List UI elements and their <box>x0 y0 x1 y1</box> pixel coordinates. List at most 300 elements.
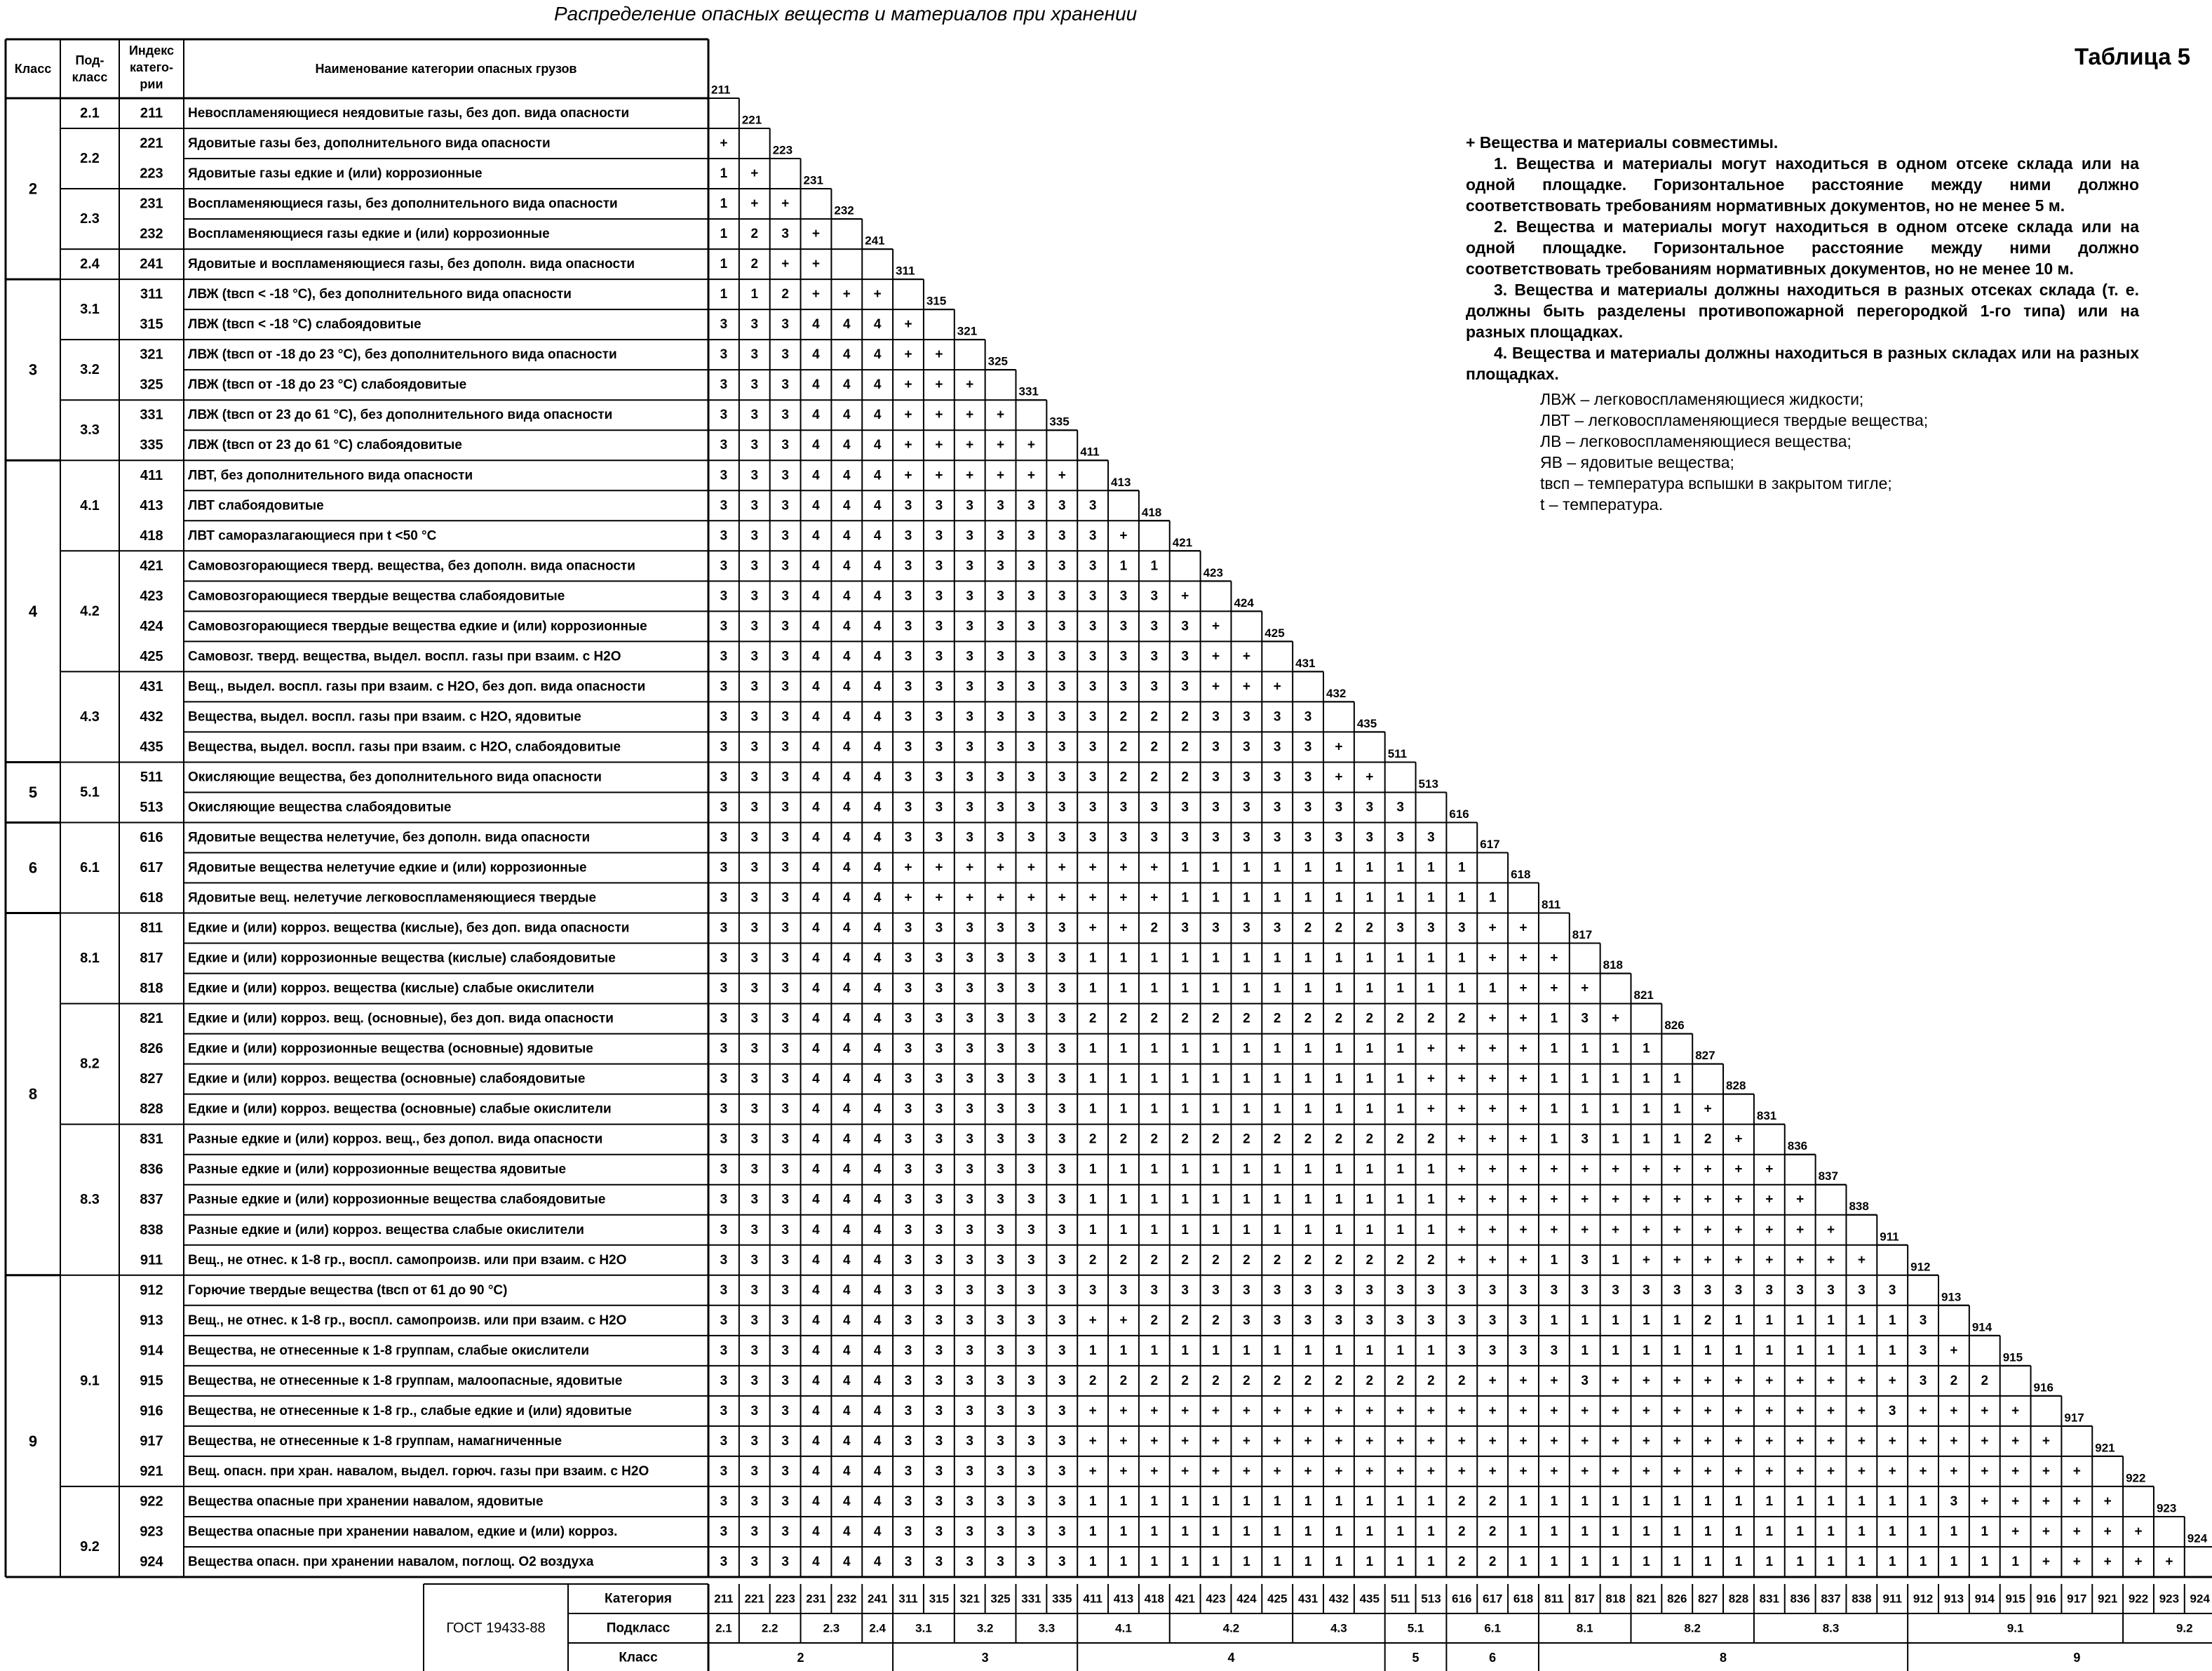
compat-cell: 4 <box>843 920 851 936</box>
compat-cell: 4 <box>873 1011 882 1026</box>
compat-cell: 1 <box>1919 1494 1927 1509</box>
compat-cell: 3 <box>966 1252 974 1268</box>
compat-cell: 3 <box>904 1041 912 1056</box>
compat-cell: 3 <box>935 1433 943 1449</box>
compat-cell: + <box>1919 1433 1927 1449</box>
compat-cell: + <box>1119 1313 1128 1328</box>
compat-cell: 3 <box>1304 709 1312 725</box>
compat-cell: 3 <box>904 981 912 996</box>
compat-cell: + <box>1612 1222 1620 1237</box>
compat-cell: 1 <box>1304 1041 1312 1056</box>
compat-cell: 1 <box>1243 860 1250 875</box>
diagonal-code-label: 423 <box>1203 565 1223 579</box>
header-index: рии <box>140 77 163 91</box>
compat-cell: + <box>1612 1162 1620 1177</box>
compat-cell: 1 <box>1335 860 1343 875</box>
compat-cell: + <box>1119 860 1128 875</box>
compat-cell: + <box>1335 1403 1343 1418</box>
compat-cell: 1 <box>1150 981 1159 996</box>
compat-cell: 1 <box>1243 1554 1250 1569</box>
compat-cell: 3 <box>720 830 728 845</box>
compat-cell: + <box>2042 1494 2051 1509</box>
row-name: Разные едкие и (или) коррозионные вещества ядовитые <box>188 1162 567 1177</box>
compat-cell: 3 <box>1919 1313 1927 1328</box>
compat-cell: 3 <box>1950 1494 1958 1509</box>
compat-cell: + <box>1273 1463 1281 1479</box>
compat-cell: 3 <box>1058 1373 1066 1388</box>
compat-cell: 2 <box>1243 1252 1250 1268</box>
row-name: Горючие твердые вещества (tвсп от 61 до 90 °C) <box>188 1282 508 1298</box>
compat-cell: 3 <box>1150 589 1159 604</box>
compat-cell: 4 <box>843 558 851 574</box>
compat-cell: 4 <box>873 1313 882 1328</box>
compat-cell: 3 <box>750 408 759 423</box>
footer-category-code: 831 <box>1759 1592 1780 1606</box>
legend-item: ЛВ – легковоспламеняющиеся вещества; <box>1540 432 1852 450</box>
compat-cell: 3 <box>720 408 728 423</box>
compat-cell: 1 <box>1858 1313 1866 1328</box>
compat-cell: 3 <box>1058 1313 1066 1328</box>
footer-subclass-value: 8.1 <box>1576 1621 1593 1635</box>
footer-category-code: 413 <box>1113 1592 1134 1606</box>
compat-cell: 3 <box>750 1071 759 1087</box>
compat-cell: 3 <box>1212 709 1220 725</box>
compat-cell: 3 <box>966 830 974 845</box>
compat-cell: + <box>1765 1252 1774 1268</box>
compat-cell: 3 <box>750 498 759 514</box>
diagonal-code-label: 831 <box>1756 1109 1777 1123</box>
compat-cell: 3 <box>966 528 974 544</box>
compat-cell: 1 <box>1458 981 1466 996</box>
compat-cell: 3 <box>781 830 789 845</box>
compat-cell: 3 <box>1027 589 1035 604</box>
compat-cell: 3 <box>1212 1282 1220 1298</box>
compat-cell: 4 <box>843 408 851 423</box>
compat-cell: + <box>997 438 1005 453</box>
compat-cell: 3 <box>997 1101 1004 1117</box>
compat-cell: + <box>1519 1162 1528 1177</box>
row-name: Вещества опасн. при хранении навалом, поглощ. O2 воздуха <box>188 1554 594 1569</box>
class-label: 2 <box>28 180 38 198</box>
compat-cell: 3 <box>1119 589 1128 604</box>
compat-cell: 3 <box>1273 739 1281 755</box>
compat-cell: + <box>1796 1403 1805 1418</box>
compat-cell: 1 <box>1550 1071 1558 1087</box>
compat-cell: + <box>1765 1222 1774 1237</box>
compat-cell: 3 <box>1027 1373 1035 1388</box>
compat-cell: 3 <box>720 1011 728 1026</box>
compat-cell: 3 <box>904 920 912 936</box>
compat-cell: 1 <box>1304 1101 1312 1117</box>
subclass-label: 3.1 <box>80 302 100 318</box>
compat-cell: 4 <box>843 679 851 694</box>
compat-cell: 3 <box>1058 981 1066 996</box>
row-name: ЛВЖ (tвсп от -18 до 23 °C), без дополнительного вида опасности <box>188 347 617 363</box>
diagonal-code-label: 513 <box>1418 777 1438 791</box>
note-2: 2. Вещества и материалы могут находиться в одном отсеке склада или на одной площадке. Горизонтальное расстояние между ними должно соответствовать требованиям нормативных документов, но не менее 10 м. <box>1466 217 2139 278</box>
subclass-label: 2.1 <box>80 105 100 121</box>
compat-cell: 1 <box>1304 981 1312 996</box>
compat-cell: + <box>1304 1403 1312 1418</box>
row-name: Вещества, не отнесенные к 1-8 гр., слабые едкие и (или) ядовитые <box>188 1403 632 1418</box>
compat-cell: 1 <box>1581 1101 1589 1117</box>
compat-cell: 1 <box>720 196 728 212</box>
compat-cell: 1 <box>1643 1343 1650 1358</box>
row-name: Окисляющие вещества слабоядовитые <box>188 800 452 815</box>
compat-cell: 1 <box>1119 1554 1128 1569</box>
compat-cell: + <box>2042 1433 2051 1449</box>
compat-cell: 4 <box>873 1433 882 1449</box>
footer-subclass-value: 3.3 <box>1038 1621 1056 1635</box>
row-name: Едкие и (или) корроз. вещества (кислые), без доп. вида опасности <box>188 920 630 936</box>
compat-cell: 1 <box>1427 1494 1435 1509</box>
compat-cell: 1 <box>1365 951 1374 966</box>
compat-cell: + <box>2042 1554 2051 1569</box>
compat-cell: 3 <box>720 438 728 453</box>
compat-cell: 3 <box>1027 770 1035 785</box>
compat-cell: 3 <box>720 1403 728 1418</box>
compat-cell: 3 <box>750 1222 759 1237</box>
compat-cell: 4 <box>843 498 851 514</box>
compat-cell: 3 <box>1212 800 1220 815</box>
compat-cell: 1 <box>1581 1554 1589 1569</box>
compat-cell: 3 <box>966 1524 974 1539</box>
compat-cell: 3 <box>904 709 912 725</box>
compat-cell: + <box>1673 1403 1681 1418</box>
row-index: 836 <box>140 1162 163 1178</box>
compat-cell: + <box>1273 1433 1281 1449</box>
compat-cell: 3 <box>1027 679 1035 694</box>
row-index: 325 <box>140 377 163 393</box>
footer-subclass-value: 3.2 <box>976 1621 994 1635</box>
compat-cell: 4 <box>812 649 820 664</box>
compat-cell: + <box>1550 1373 1558 1388</box>
compat-cell: + <box>1519 1403 1528 1418</box>
compat-cell: 1 <box>1581 1494 1589 1509</box>
compat-cell: 3 <box>1365 1313 1374 1328</box>
compat-cell: + <box>1457 1101 1466 1117</box>
compat-cell: 3 <box>750 1494 759 1509</box>
compat-cell: + <box>1211 619 1220 634</box>
diagonal-code-label: 425 <box>1265 626 1285 640</box>
compat-cell: 3 <box>904 1373 912 1388</box>
compat-cell: 1 <box>1088 1524 1097 1539</box>
compat-cell: 4 <box>812 1162 820 1177</box>
compat-cell: 1 <box>1550 1132 1558 1147</box>
compat-cell: 1 <box>1427 860 1435 875</box>
compat-cell: + <box>1888 1463 1896 1479</box>
compat-cell: 1 <box>1088 981 1097 996</box>
compat-cell: 3 <box>750 679 759 694</box>
compat-cell: 3 <box>1058 1282 1066 1298</box>
compat-cell: 1 <box>1119 1071 1128 1087</box>
compat-cell: 1 <box>1950 1524 1958 1539</box>
compat-cell: 2 <box>1365 1132 1374 1147</box>
compat-cell: 3 <box>750 649 759 664</box>
compat-cell: + <box>1242 1403 1250 1418</box>
compat-cell: 1 <box>1827 1313 1835 1328</box>
compat-cell: 4 <box>873 649 882 664</box>
compat-cell: 1 <box>1427 1554 1435 1569</box>
compat-cell: 1 <box>1088 1494 1097 1509</box>
compat-cell: 3 <box>997 1403 1004 1418</box>
subclass-label: 9.1 <box>80 1373 100 1389</box>
compat-cell: 3 <box>781 860 789 875</box>
footer-category-code: 511 <box>1390 1592 1410 1606</box>
compat-cell: + <box>1950 1463 1958 1479</box>
compat-cell: 4 <box>843 1041 851 1056</box>
compat-cell: 4 <box>873 1463 882 1479</box>
compat-cell: 1 <box>1243 1071 1250 1087</box>
compat-cell: + <box>750 196 759 212</box>
compat-cell: 3 <box>997 1252 1004 1268</box>
compat-cell: 3 <box>781 317 789 333</box>
compat-cell: 3 <box>1365 800 1374 815</box>
compat-cell: 1 <box>1704 1554 1712 1569</box>
compat-cell: + <box>997 890 1005 906</box>
compat-cell: 4 <box>873 1041 882 1056</box>
compat-cell: 3 <box>1027 1011 1035 1026</box>
compat-cell: 3 <box>781 528 789 544</box>
compat-cell: 1 <box>1643 1313 1650 1328</box>
row-index: 435 <box>140 739 163 755</box>
compat-cell: 4 <box>873 1162 882 1177</box>
compat-cell: 3 <box>1058 1011 1066 1026</box>
compat-cell: 3 <box>966 589 974 604</box>
compat-cell: 4 <box>843 528 851 544</box>
compat-cell: 2 <box>1181 1011 1189 1026</box>
compat-cell: 1 <box>1212 1162 1220 1177</box>
compat-cell: + <box>1365 1433 1374 1449</box>
compat-cell: + <box>1488 1192 1497 1207</box>
compat-cell: 1 <box>1365 1494 1374 1509</box>
compat-cell: + <box>1734 1132 1743 1147</box>
compat-cell: + <box>1612 1433 1620 1449</box>
compat-cell: + <box>1734 1463 1743 1479</box>
compat-cell: 4 <box>812 317 820 333</box>
diagonal-code-label: 616 <box>1449 807 1469 821</box>
compat-cell: 3 <box>720 1252 728 1268</box>
compat-cell: + <box>966 890 974 906</box>
row-index: 617 <box>140 860 163 876</box>
compat-cell: 1 <box>1673 1554 1681 1569</box>
compat-cell: 3 <box>935 830 943 845</box>
compat-cell: + <box>2072 1554 2081 1569</box>
footer-class-value: 5 <box>1412 1650 1419 1665</box>
compat-cell: + <box>781 196 790 212</box>
compat-cell: 3 <box>904 1463 912 1479</box>
compat-cell: + <box>1088 1403 1097 1418</box>
compat-cell: 4 <box>843 1071 851 1087</box>
compat-cell: 1 <box>1643 1041 1650 1056</box>
subclass-label: 8.1 <box>80 951 100 967</box>
row-name: Ядовитые газы едкие и (или) коррозионные <box>188 166 483 182</box>
compat-cell: 3 <box>1273 920 1281 936</box>
compat-cell: + <box>1519 1433 1528 1449</box>
diagonal-code-label: 838 <box>1849 1200 1869 1214</box>
diagonal-code-label: 411 <box>1080 445 1100 459</box>
row-name: ЛВТ, без дополнительного вида опасности <box>188 468 473 483</box>
compat-cell: 2 <box>1427 1132 1435 1147</box>
compat-cell: 1 <box>1365 981 1374 996</box>
compat-cell: 1 <box>1888 1494 1896 1509</box>
compat-cell: 4 <box>812 1313 820 1328</box>
compat-cell: 4 <box>812 377 820 393</box>
compat-cell: 2 <box>1273 1373 1281 1388</box>
compat-cell: 3 <box>904 1554 912 1569</box>
compat-cell: 4 <box>812 709 820 725</box>
compat-cell: 3 <box>1027 920 1035 936</box>
compat-cell: 1 <box>1212 1222 1220 1237</box>
compat-cell: 3 <box>720 1071 728 1087</box>
footer-category-code: 421 <box>1175 1592 1195 1606</box>
compat-cell: 3 <box>935 1313 943 1328</box>
compat-cell: 3 <box>997 1041 1004 1056</box>
compat-cell: 3 <box>997 1011 1004 1026</box>
compat-cell: 3 <box>1888 1403 1896 1418</box>
compat-cell: 1 <box>1212 890 1220 906</box>
compat-cell: 3 <box>997 981 1004 996</box>
compat-cell: 3 <box>1581 1373 1589 1388</box>
compat-cell: + <box>1150 1433 1159 1449</box>
row-index: 431 <box>140 678 163 694</box>
compat-cell: 1 <box>1704 1494 1712 1509</box>
compat-cell: 4 <box>843 1524 851 1539</box>
compat-cell: 4 <box>843 1252 851 1268</box>
compat-cell: 3 <box>997 1162 1004 1177</box>
diagonal-code-label: 321 <box>957 324 978 338</box>
row-index: 818 <box>140 981 163 997</box>
compat-cell: 4 <box>873 619 882 634</box>
compat-cell: 2 <box>1458 1011 1466 1026</box>
compat-cell: 3 <box>720 528 728 544</box>
footer-category-code: 913 <box>1943 1592 1964 1606</box>
compat-cell: 3 <box>1304 770 1312 785</box>
compat-cell: 1 <box>1612 1132 1619 1147</box>
compat-cell: + <box>966 438 974 453</box>
compat-cell: 1 <box>1088 1162 1097 1177</box>
compat-cell: 3 <box>781 498 789 514</box>
compat-cell: 1 <box>1181 1041 1189 1056</box>
row-index: 811 <box>140 920 163 937</box>
compat-cell: + <box>1304 1433 1312 1449</box>
compat-cell: + <box>1150 1403 1159 1418</box>
compat-cell: 1 <box>1150 1222 1159 1237</box>
compat-cell: 3 <box>1088 800 1097 815</box>
compat-cell: 4 <box>873 1192 882 1207</box>
compat-cell: 3 <box>781 1373 789 1388</box>
compat-cell: + <box>1088 860 1097 875</box>
compat-cell: 3 <box>750 1524 759 1539</box>
compat-cell: 2 <box>1488 1494 1497 1509</box>
compat-cell: 3 <box>997 619 1004 634</box>
compat-cell: 1 <box>1304 1222 1312 1237</box>
footer-category-code: 837 <box>1821 1592 1841 1606</box>
compat-cell: 1 <box>1458 951 1466 966</box>
compat-cell: + <box>1457 1071 1466 1087</box>
row-index: 915 <box>140 1373 163 1389</box>
compat-cell: + <box>1981 1403 1989 1418</box>
row-index: 423 <box>140 588 163 604</box>
compat-cell: 3 <box>966 1222 974 1237</box>
compat-cell: + <box>2011 1433 2020 1449</box>
compat-cell: 1 <box>1796 1524 1804 1539</box>
compat-cell: 3 <box>904 1433 912 1449</box>
compat-cell: 1 <box>1612 1343 1619 1358</box>
compat-cell: 3 <box>966 1011 974 1026</box>
compat-cell: 3 <box>1335 800 1343 815</box>
footer-category-code: 232 <box>837 1592 857 1606</box>
footer-category-code: 917 <box>2067 1592 2087 1606</box>
compat-cell: 3 <box>720 800 728 815</box>
compat-cell: 3 <box>1058 1252 1066 1268</box>
compat-cell: 1 <box>1427 1343 1435 1358</box>
compat-cell: 3 <box>1058 498 1066 514</box>
compat-cell: 1 <box>1273 1554 1281 1569</box>
compat-cell: 2 <box>1150 920 1159 936</box>
compat-cell: 1 <box>750 287 759 302</box>
compat-cell: 1 <box>1088 1222 1097 1237</box>
class-label: 8 <box>28 1085 38 1103</box>
compat-cell: 1 <box>1304 1343 1312 1358</box>
compat-cell: 1 <box>1581 1071 1589 1087</box>
compat-cell: 1 <box>1243 1101 1250 1117</box>
compat-cell: 3 <box>966 1162 974 1177</box>
compat-cell: 1 <box>1335 981 1343 996</box>
compat-cell: + <box>1734 1192 1743 1207</box>
compat-cell: 3 <box>1765 1282 1774 1298</box>
compat-cell: 3 <box>904 1132 912 1147</box>
compat-cell: 4 <box>843 770 851 785</box>
compat-cell: 4 <box>843 1463 851 1479</box>
subclass-label: 2.4 <box>80 256 100 272</box>
compat-cell: 3 <box>781 890 789 906</box>
compat-cell: 3 <box>1027 739 1035 755</box>
compat-cell: 1 <box>1335 951 1343 966</box>
compat-cell: 1 <box>1827 1343 1835 1358</box>
row-name: ЛВЖ (tвсп < -18 °C), без дополнительного вида опасности <box>188 287 572 302</box>
compat-cell: 4 <box>812 1343 820 1358</box>
compat-cell: 3 <box>1581 1252 1589 1268</box>
compat-cell: 1 <box>1643 1494 1650 1509</box>
footer-category-code: 335 <box>1052 1592 1072 1606</box>
compat-cell: 3 <box>781 1494 789 1509</box>
compat-cell: 3 <box>1243 709 1250 725</box>
compat-cell: 3 <box>781 770 789 785</box>
compat-cell: 4 <box>873 1494 882 1509</box>
compat-cell: 3 <box>935 739 943 755</box>
row-name: Вещ., не отнес. к 1-8 гр., воспл. самопроизв. или при взаим. с H2O <box>188 1252 627 1268</box>
header-subclass: Под- <box>75 53 104 67</box>
diagonal-code-label: 315 <box>926 294 947 308</box>
compat-cell: 3 <box>750 1313 759 1328</box>
compat-cell: 2 <box>1150 1313 1159 1328</box>
compat-cell: + <box>1919 1463 1927 1479</box>
compat-cell: 2 <box>1273 1132 1281 1147</box>
compat-cell: 4 <box>812 1373 820 1388</box>
compat-cell: + <box>811 257 821 272</box>
compat-cell: + <box>904 408 912 423</box>
compat-cell: 3 <box>750 1403 759 1418</box>
compat-cell: 1 <box>1150 1162 1159 1177</box>
row-index: 913 <box>140 1313 163 1329</box>
compat-cell: 3 <box>1304 1313 1312 1328</box>
compat-cell: + <box>1796 1252 1805 1268</box>
compat-cell: 1 <box>1765 1313 1774 1328</box>
page-title: Распределение опасных веществ и материалов при хранении <box>554 3 1138 25</box>
compat-cell: 3 <box>781 1403 789 1418</box>
compat-cell: 3 <box>966 709 974 725</box>
